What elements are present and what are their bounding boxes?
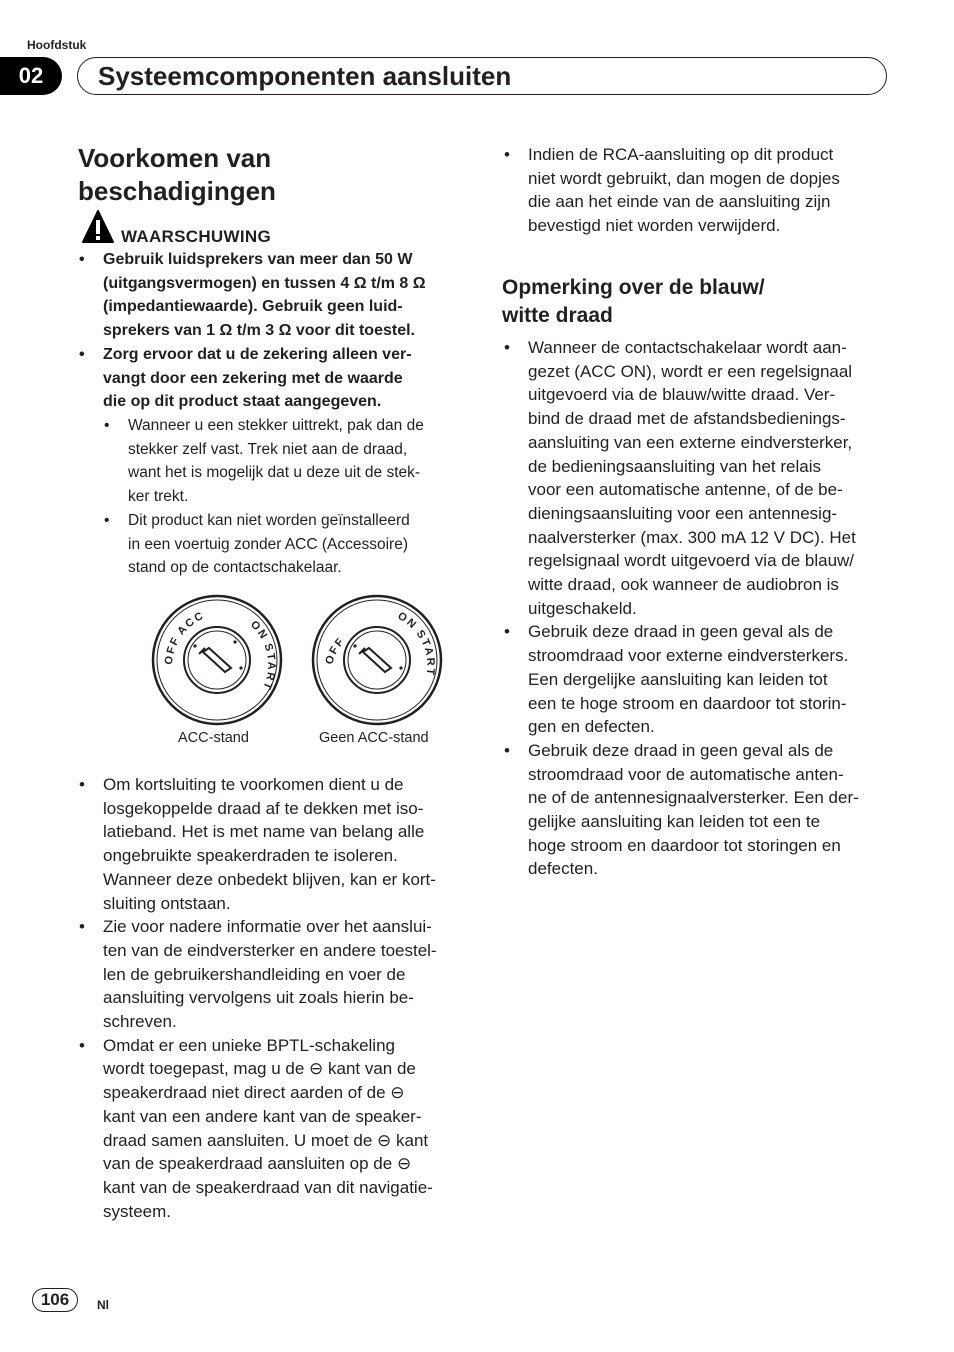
text-line: dieningsaansluiting voor een antennesig- [528, 503, 838, 523]
warning-subitems [104, 414, 473, 580]
text-line: (uitgangsvermogen) en tussen 4 Ω t/m 8 Ω [103, 274, 426, 292]
subsection-heading [502, 274, 765, 330]
bullet-icon: • [104, 417, 110, 434]
start-label: START [259, 642, 278, 693]
text-line: naalversterker (max. 300 mA 12 V DC). Het [528, 527, 856, 547]
list-item [504, 143, 908, 238]
text-line: ne of de antennesignaalversterker. Een der- [528, 788, 859, 808]
warning-subitem [104, 414, 473, 509]
text-line: Dit product kan niet worden geïnstalleerd [128, 511, 410, 529]
section-title [78, 142, 276, 208]
chapter-title: Systeemcomponenten aansluiten [98, 61, 512, 91]
acc-label: ACC [175, 609, 207, 638]
bullet-icon: • [504, 145, 510, 164]
warning-subitem [104, 509, 473, 580]
list-item [504, 336, 908, 620]
language-code: Nl [97, 1298, 109, 1312]
text-line: hoge stroom en daardoor tot storingen en [528, 835, 841, 855]
text-line: len de gebruikershandleiding en voer de [103, 964, 406, 984]
text-line: stand op de contactschakelaar. [128, 559, 342, 577]
text-line: Gebruik luidsprekers van meer dan 50 W [103, 251, 413, 268]
text-line: de bedieningsaansluiting van het relais [528, 456, 821, 476]
text-line: Een dergelijke aansluiting kan leiden tot [528, 669, 828, 689]
list-item [79, 915, 475, 1034]
text-line: Gebruik deze draad in geen geval als de [528, 622, 834, 642]
text-line: gelijke aansluiting kan leiden tot een te [528, 812, 821, 832]
text-line: van de speakerdraad aansluiten op de ⊖ [103, 1154, 412, 1174]
text-line: regelsignaal wordt uitgevoerd via de blauw/ [528, 551, 855, 571]
bullet-icon: • [79, 917, 85, 937]
chapter-number-badge: 02 [0, 57, 62, 95]
bullet-icon: • [79, 775, 85, 794]
warning-icon [82, 210, 114, 244]
list-item [79, 773, 475, 915]
no-acc-ignition-switch [313, 596, 441, 724]
text-line: aansluiting vervolgens uit zoals hierin be- [103, 988, 414, 1008]
text-line: losgekoppelde draad af te dekken met iso- [103, 798, 424, 818]
text-line: uitgevoerd via de blauw/witte draad. Ver- [528, 385, 836, 405]
text-line: voor een automatische antenne, of de be- [528, 480, 843, 500]
bullet-icon: • [79, 1035, 85, 1055]
text-line: ongebruikte speakerdraden te isoleren. [103, 846, 398, 866]
list-item [504, 620, 908, 739]
bullet-icon: • [504, 622, 510, 642]
text-line: Wanneer deze onbedekt blijven, kan er kort- [103, 869, 436, 889]
bullet-icon: • [104, 511, 110, 529]
list-item [504, 739, 908, 881]
right-bullet-list [504, 336, 908, 881]
text-line: stroomdraad voor de automatische anten- [528, 764, 844, 784]
text-line: witte draad [502, 304, 613, 327]
text-line: kant van de speakerdraad van dit navigatie- [103, 1177, 433, 1197]
acc-ignition-switch [153, 596, 281, 724]
text-line: (impedantiewaarde). Gebruik geen luid- [103, 298, 403, 316]
warning-list [79, 248, 473, 414]
text-line: want het is mogelijk dat u deze uit de stek- [128, 464, 421, 482]
text-line: Om kortsluiting te voorkomen dient u de [103, 775, 404, 794]
text-line: een te hoge stroom en daardoor tot storin- [528, 693, 847, 713]
off-label: OFF [162, 634, 183, 666]
text-line: in een voertuig zonder ACC (Accessoire) [128, 535, 408, 553]
text-line: schreven. [103, 1012, 177, 1032]
text-line: sprekers van 1 Ω t/m 3 Ω voor dit toestel. [103, 322, 415, 340]
left-bullet-list [79, 773, 475, 1223]
start-label: START [413, 628, 437, 678]
text-line: Zie voor nadere informatie over het aanslui- [103, 917, 432, 937]
text-line: Indien de RCA-aansluiting op dit product [528, 145, 834, 164]
text-line: niet wordt gebruikt, dan mogen de dopjes [528, 168, 840, 188]
text-line: Wanneer de contactschakelaar wordt aan- [528, 338, 847, 357]
text-line: die aan het einde van de aansluiting zijn [528, 192, 831, 212]
warning-title: WAARSCHUWING [121, 227, 271, 246]
bullet-icon: • [504, 740, 510, 760]
bullet-icon: • [504, 338, 510, 357]
text-line: wordt toegepast, mag u de ⊖ kant van de [103, 1059, 416, 1079]
text-line: Gebruik deze draad in geen geval als de [528, 740, 834, 760]
list-item [79, 1034, 475, 1224]
warning-item [79, 248, 473, 343]
on-label: ON [247, 618, 271, 643]
section-title-line: Voorkomen van [78, 143, 272, 173]
text-line: Opmerking over de blauw/ [502, 276, 765, 299]
text-line: bind de draad met de afstandsbedienings- [528, 409, 846, 429]
text-line: vangt door een zekering met de waarde [103, 369, 403, 387]
page-number: 106 [32, 1288, 78, 1312]
text-line: stekker zelf vast. Trek niet aan de draad, [128, 440, 408, 458]
text-line: gen en defecten. [528, 717, 655, 737]
text-line: speakerdraad niet direct aarden of de ⊖ [103, 1083, 405, 1103]
text-line: stroomdraad voor externe eindversterkers. [528, 646, 849, 666]
text-line: ker trekt. [128, 488, 189, 506]
text-line: Omdat er een unieke BPTL-schakeling [103, 1035, 395, 1055]
bullet-icon: • [79, 345, 85, 363]
on-label: ON [395, 609, 420, 633]
text-line: draad samen aansluiten. U moet de ⊖ kant [103, 1130, 429, 1150]
text-line: kant van een andere kant van de speaker- [103, 1106, 422, 1126]
text-line: ten van de eindversterker en andere toestel- [103, 940, 437, 960]
figure-caption-acc: ACC-stand [178, 730, 249, 746]
text-line: Wanneer u een stekker uittrekt, pak dan de [128, 417, 424, 434]
text-line: uitgeschakeld. [528, 598, 637, 618]
ignition-switch-figure [145, 590, 450, 730]
text-line: witte draad, ook wanneer de audiobron is [528, 575, 839, 595]
text-line: aansluiting van een externe eindversterker, [528, 432, 853, 452]
right-top-bullet [504, 143, 908, 238]
text-line: gezet (ACC ON), wordt er een regelsignaal [528, 361, 853, 381]
text-line: die op dit product staat aangegeven. [103, 393, 382, 411]
section-title-line: beschadigingen [78, 176, 276, 206]
text-line: defecten. [528, 859, 598, 879]
off-label: OFF [323, 634, 348, 667]
text-line: sluiting ontstaan. [103, 893, 231, 913]
text-line: Zorg ervoor dat u de zekering alleen ver- [103, 345, 412, 363]
figure-caption-no-acc: Geen ACC-stand [319, 730, 429, 746]
text-line: systeem. [103, 1201, 172, 1221]
warning-item [79, 343, 473, 414]
chapter-label: Hoofdstuk [27, 38, 87, 52]
text-line: bevestigd niet worden verwijderd. [528, 216, 781, 236]
bullet-icon: • [79, 251, 85, 268]
text-line: latieband. Het is met name van belang alle [103, 822, 425, 842]
